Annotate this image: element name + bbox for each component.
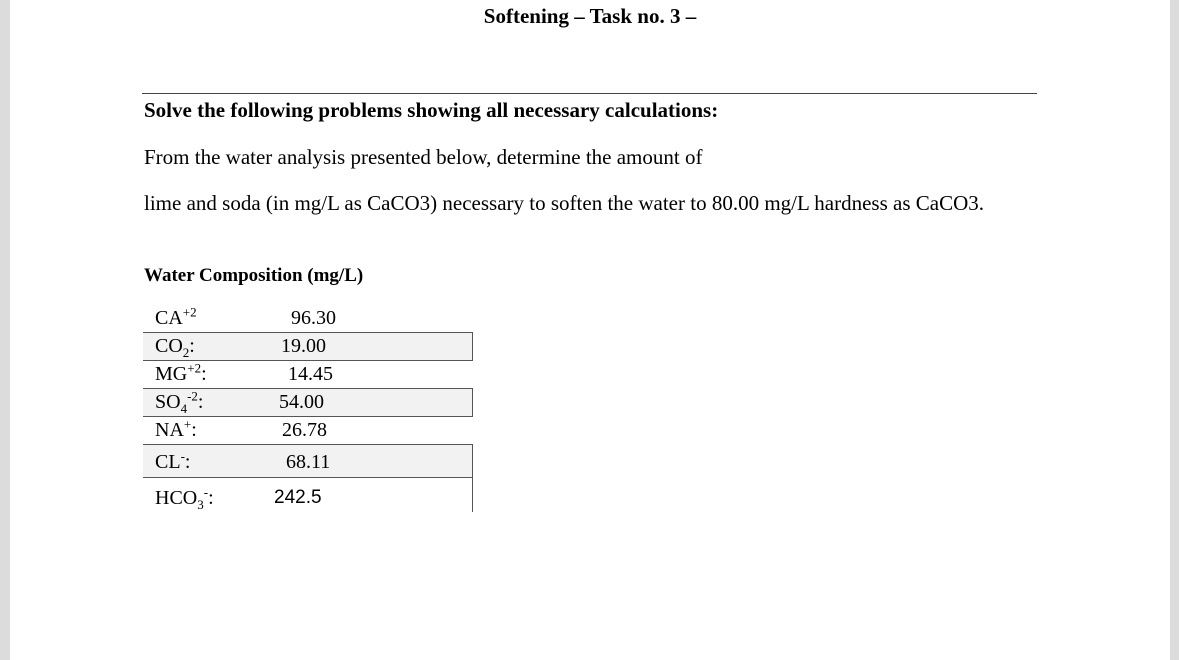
table-row — [143, 445, 473, 478]
document-page — [10, 0, 1170, 660]
ion-symbol: CL-: — [155, 448, 191, 473]
ion-value: 19.00 — [281, 335, 326, 357]
ion-value: 14.45 — [288, 363, 333, 385]
ion-value: 54.00 — [279, 391, 324, 413]
table-row — [143, 305, 473, 333]
ion-value: 96.30 — [291, 307, 336, 329]
ion-symbol: $MG^{+2}$: — [155, 360, 207, 385]
table-row — [143, 389, 473, 417]
water-composition-table — [143, 305, 473, 512]
instruction-heading: Solve the following problems showing all necessary calculations: — [144, 98, 719, 122]
ion-symbol: $SO_4^{-2}$: — [155, 388, 204, 416]
problem-paragraph-2: lime and soda (in mg/L as CaCO3) necessary to soften the water to 80.00 mg/L hardness as CaCO3. — [144, 191, 985, 215]
page-title: Softening – Task no. 3 – — [483, 4, 697, 28]
ion-value: 26.78 — [282, 419, 327, 441]
ion-symbol: $HCO_3^-$: — [155, 484, 214, 512]
ion-symbol: NA+: — [155, 416, 197, 441]
composition-heading: Water Composition (mg/L) — [144, 265, 364, 286]
ion-symbol: $CA^{+2}$ — [155, 304, 197, 329]
table-row — [143, 478, 473, 512]
table-row — [143, 417, 473, 445]
table-row — [143, 361, 473, 389]
horizontal-rule — [142, 93, 1037, 94]
problem-paragraph-1: From the water analysis presented below, determine the amount of — [144, 145, 703, 169]
ion-value: 68.11 — [286, 451, 331, 473]
table-row — [143, 333, 473, 361]
ion-symbol: $CO_2$: — [155, 335, 195, 360]
ion-value: 242.5 — [274, 487, 322, 508]
